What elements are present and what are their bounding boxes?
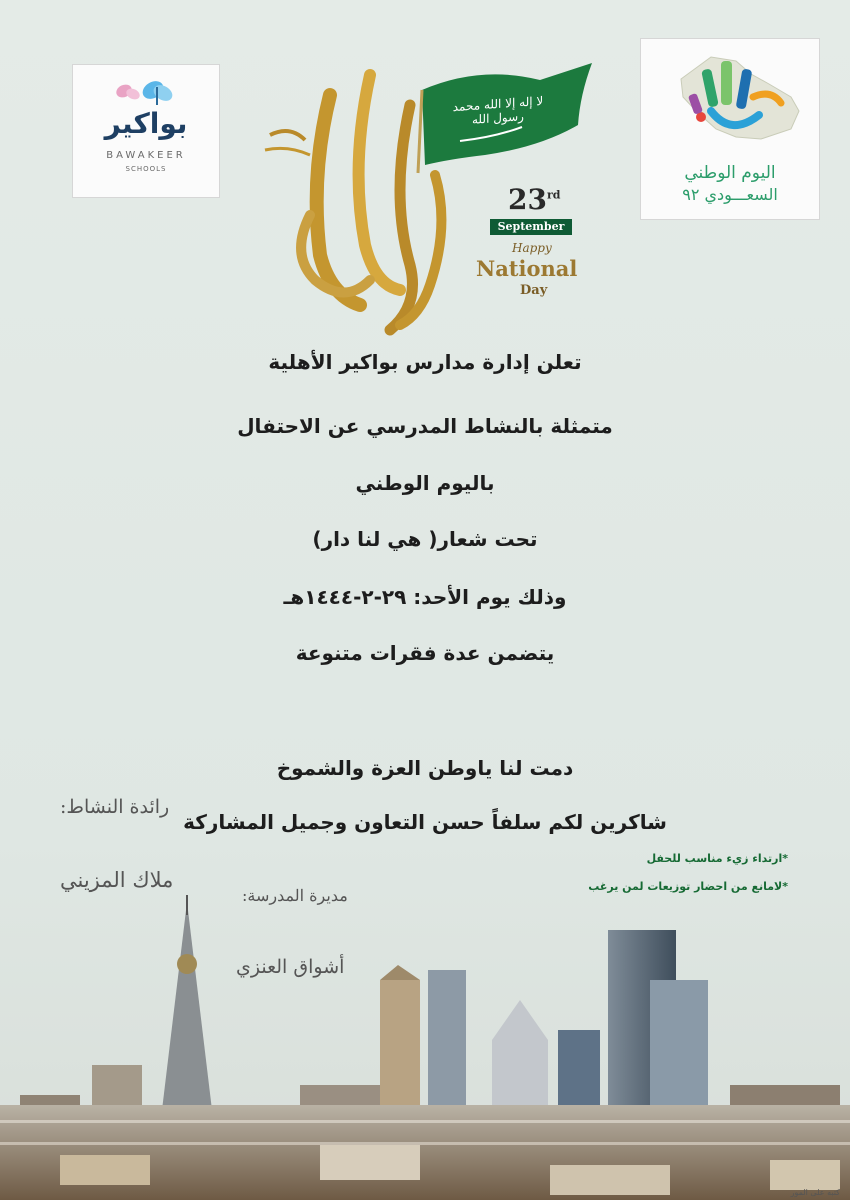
national-text: National [476,256,578,281]
national-day-logo-subtitle: السعـــودي ٩٢ [682,185,778,204]
happy-text: Happy [512,241,552,255]
national-day-emblem [250,55,600,345]
school-subtitle: SCHOOLS [125,165,167,173]
date-number-value: 23 [508,183,547,216]
national-day-logo-title: اليوم الوطني [684,163,776,183]
principal-name: أشواق العنزي [236,956,345,978]
saudi-map-icon [641,39,819,159]
announcement-line-6: يتضمن عدة فقرات متنوعة [295,641,555,665]
date-suffix: rd [546,188,561,202]
announcement-line-3: باليوم الوطني [355,471,495,495]
announcement-line-4: تحت شعار( هي لنا دار) [312,527,538,551]
bawakeer-logo [72,64,220,198]
closing-line-2: شاكرين لكم سلفاً حسن التعاون وجميل المشاركة [183,810,667,834]
note-dress-code: *ارتداء زيء مناسب للحفل [646,852,788,865]
riyadh-skyline-image [0,880,850,1200]
national-day-92-logo [640,38,820,220]
announcement-line-5: وذلك يوم الأحد: ٢٩-٢-١٤٤٤هـ [283,585,567,609]
announcement-line-1: تعلن إدارة مدارس بواكير الأهلية [268,350,582,374]
date-number [508,183,560,216]
principal-title: مديرة المدرسة: [242,886,348,905]
announcement-line-2: متمثلة بالنشاط المدرسي عن الاحتفال [237,414,613,438]
activity-leader-title: رائدة النشاط: [60,796,170,818]
closing-line-1: دمت لنا ياوطن العزة والشموخ [276,756,574,780]
school-name-english: BAWAKEER [106,150,186,161]
day-text: Day [520,283,548,298]
note-giveaways: *لامانع من احضار توزيعات لمن يرغب [588,880,788,893]
flag-shahada-text: لا إله إلا الله محمد رسول الله [452,93,544,127]
activity-leader-name: ملاك المزيني [60,868,174,892]
school-name-arabic: بواكير [104,107,188,140]
month-ribbon: September [490,219,572,235]
image-credit: كتبه على المور [790,1188,840,1197]
